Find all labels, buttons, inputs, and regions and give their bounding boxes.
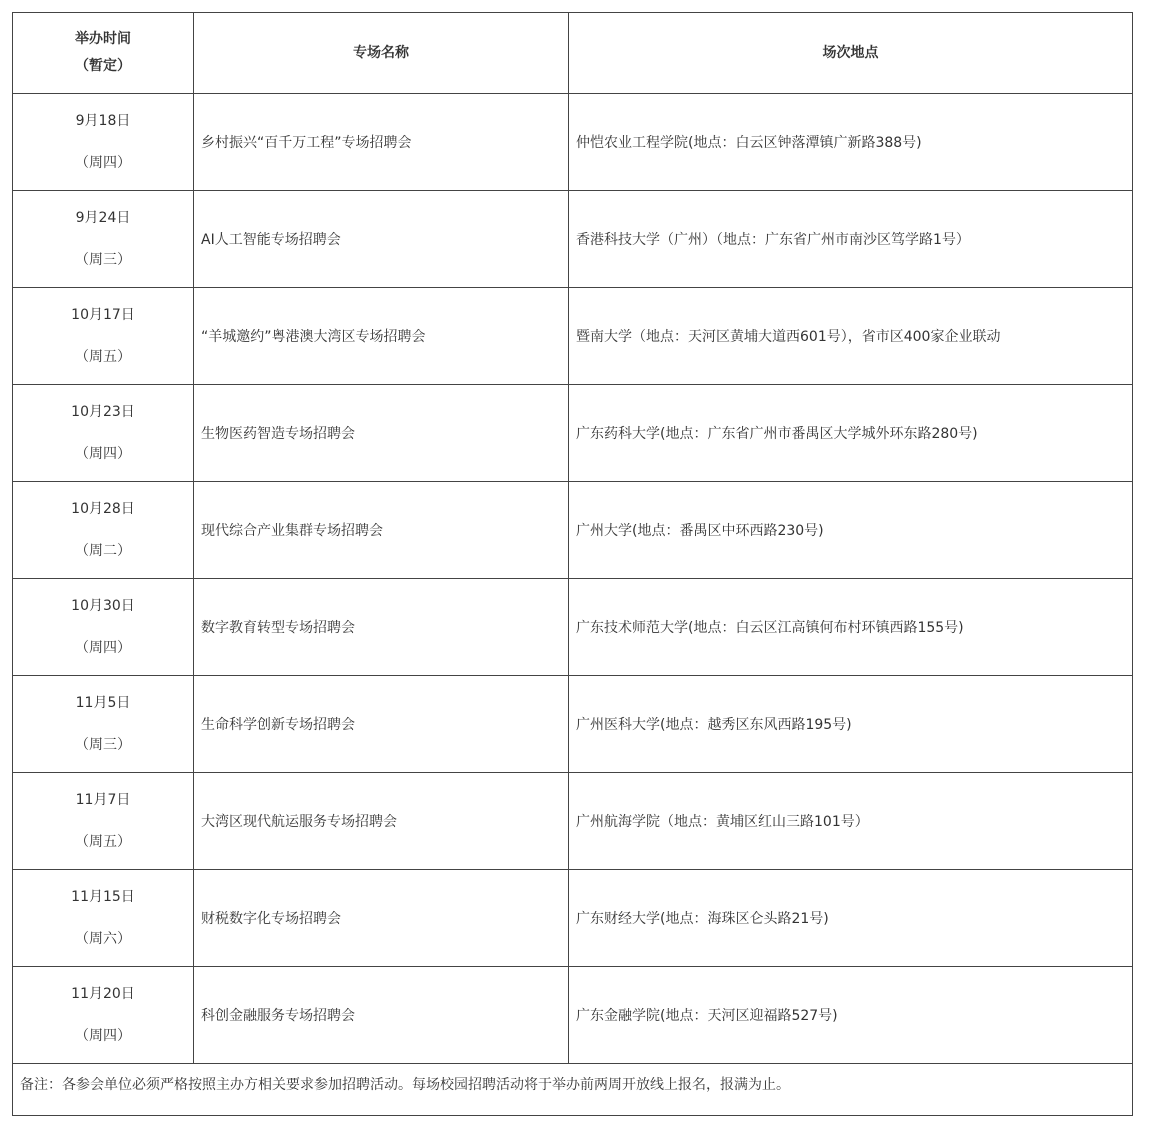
note-row <box>13 1064 1133 1116</box>
date-text: 11月7日 <box>75 792 131 808</box>
weekday-text: （周四） <box>75 155 131 171</box>
weekday-text: （周三） <box>75 252 131 268</box>
weekday-text: （周六） <box>75 931 131 947</box>
date-text: 10月30日 <box>71 598 135 614</box>
fair-name-cell: 数字教育转型专场招聘会 <box>194 579 569 676</box>
fair-name-cell: 财税数字化专场招聘会 <box>194 870 569 967</box>
weekday-text: （周四） <box>75 446 131 462</box>
header-time <box>13 13 194 94</box>
date-text: 9月24日 <box>75 210 131 226</box>
date-text: 11月15日 <box>71 889 135 905</box>
fair-name-cell: 现代综合产业集群专场招聘会 <box>194 482 569 579</box>
date-cell <box>13 288 194 385</box>
table-row <box>13 288 1133 385</box>
venue-cell: 广东技术师范大学(地点：白云区江高镇何布村环镇西路155号) <box>569 579 1133 676</box>
weekday-text: （周四） <box>75 640 131 656</box>
header-venue: 场次地点 <box>569 13 1133 94</box>
fair-name-cell: 乡村振兴“百千万工程”专场招聘会 <box>194 94 569 191</box>
date-cell <box>13 191 194 288</box>
venue-cell: 广东财经大学(地点：海珠区仑头路21号) <box>569 870 1133 967</box>
header-time-note: （暂定） <box>75 58 131 74</box>
job-fair-schedule-table <box>12 12 1133 1116</box>
date-cell <box>13 94 194 191</box>
weekday-text: （周二） <box>75 543 131 559</box>
date-cell <box>13 773 194 870</box>
date-cell <box>13 870 194 967</box>
header-time-label: 举办时间 <box>75 31 131 47</box>
note-text: 备注：各参会单位必须严格按照主办方相关要求参加招聘活动。每场校园招聘活动将于举办前两周开放线上报名，报满为止。 <box>13 1064 1133 1116</box>
table-row <box>13 579 1133 676</box>
date-cell <box>13 579 194 676</box>
venue-cell: 广州大学(地点：番禺区中环西路230号) <box>569 482 1133 579</box>
date-text: 9月18日 <box>75 113 131 129</box>
table-row <box>13 191 1133 288</box>
date-cell <box>13 385 194 482</box>
venue-cell: 广州医科大学(地点：越秀区东风西路195号) <box>569 676 1133 773</box>
venue-cell: 香港科技大学（广州）（地点：广东省广州市南沙区笃学路1号） <box>569 191 1133 288</box>
date-text: 11月5日 <box>75 695 131 711</box>
table-row <box>13 94 1133 191</box>
weekday-text: （周三） <box>75 737 131 753</box>
fair-name-cell: 生物医药智造专场招聘会 <box>194 385 569 482</box>
fair-name-cell: 生命科学创新专场招聘会 <box>194 676 569 773</box>
table-row <box>13 870 1133 967</box>
fair-name-cell: 科创金融服务专场招聘会 <box>194 967 569 1064</box>
table-row <box>13 385 1133 482</box>
fair-name-cell: 大湾区现代航运服务专场招聘会 <box>194 773 569 870</box>
venue-cell: 仲恺农业工程学院(地点：白云区钟落潭镇广新路388号) <box>569 94 1133 191</box>
table-row <box>13 773 1133 870</box>
date-text: 10月23日 <box>71 404 135 420</box>
venue-cell: 广州航海学院（地点：黄埔区红山三路101号） <box>569 773 1133 870</box>
table-row <box>13 482 1133 579</box>
date-text: 10月17日 <box>71 307 135 323</box>
table-header-row <box>13 13 1133 94</box>
venue-cell: 暨南大学（地点：天河区黄埔大道西601号），省市区400家企业联动 <box>569 288 1133 385</box>
date-text: 10月28日 <box>71 501 135 517</box>
fair-name-cell: AI人工智能专场招聘会 <box>194 191 569 288</box>
date-cell <box>13 482 194 579</box>
date-cell <box>13 967 194 1064</box>
venue-cell: 广东药科大学(地点：广东省广州市番禺区大学城外环东路280号) <box>569 385 1133 482</box>
table-row <box>13 967 1133 1064</box>
date-cell <box>13 676 194 773</box>
weekday-text: （周五） <box>75 834 131 850</box>
date-text: 11月20日 <box>71 986 135 1002</box>
weekday-text: （周五） <box>75 349 131 365</box>
venue-cell: 广东金融学院(地点：天河区迎福路527号) <box>569 967 1133 1064</box>
fair-name-cell: “羊城邀约”粤港澳大湾区专场招聘会 <box>194 288 569 385</box>
table-row <box>13 676 1133 773</box>
weekday-text: （周四） <box>75 1028 131 1044</box>
header-name: 专场名称 <box>194 13 569 94</box>
